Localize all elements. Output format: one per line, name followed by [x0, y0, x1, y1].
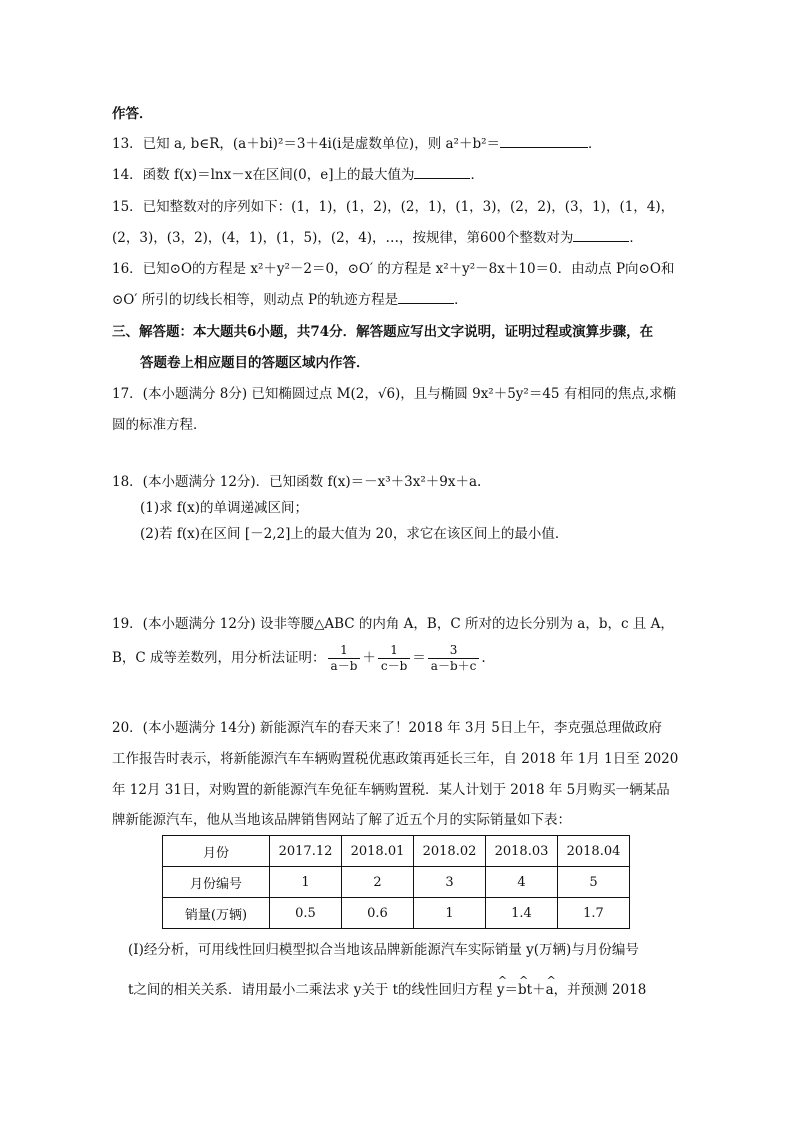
table-cell: 月份编号: [163, 867, 270, 898]
q16-text: ⊙O′ 所引的切线长相等，则动点 P的轨迹方程是: [112, 292, 399, 308]
q19-prefix: B，C 成等差数列，用分析法证明：: [112, 650, 326, 666]
plus-sign: ＋: [362, 650, 376, 666]
sales-table: [162, 835, 630, 929]
question-17-line1: 17．(本小题满分 8分) 已知椭圆过点 M(2，√6)，且与椭圆 9x²＋5y²＝45 有相同的焦点,求椭: [112, 386, 677, 402]
table-cell: 0.5: [270, 898, 342, 929]
table-cell: 0.6: [342, 898, 414, 929]
question-20-line1: 20．(本小题满分 14分) 新能源汽车的春天来了！2018 年 3月 5日上午，李克强总理做政府: [112, 720, 662, 736]
q19-end: .: [481, 650, 486, 666]
table-header-cell: 2017.12: [270, 836, 342, 867]
section-3-heading-cont: 答题卷上相应题目的答题区域内作答．: [140, 355, 370, 371]
answer-blank: [500, 134, 588, 148]
eq-equals: ＝: [504, 982, 518, 998]
question-13: [112, 134, 602, 154]
eq-t: t＋: [526, 982, 546, 998]
q13-end: ．: [588, 136, 602, 152]
question-20-part1-line1: (Ⅰ)经分析，可用线性回归模型拟合当地该品牌新能源汽车实际销量 y(万辆)与月份编号: [128, 942, 639, 958]
y-hat: ^ y: [497, 980, 505, 1000]
question-14: [112, 165, 484, 185]
q20-part1-suffix: ，并预测 2018: [553, 982, 647, 998]
table-header-cell: 2018.02: [414, 836, 486, 867]
table-header-cell: 月份: [163, 836, 270, 867]
table-cell: 销量(万辆): [163, 898, 270, 929]
q14-end: ．: [470, 167, 484, 183]
equals-sign: ＝: [412, 650, 426, 666]
question-16-line2: [112, 290, 468, 310]
fraction-1-num: 1: [328, 643, 361, 659]
table-cell: 1.4: [486, 898, 558, 929]
fraction-3: [428, 643, 480, 674]
section-3-heading: 三、解答题：本大题共6小题，共74分．解答题应写出文字说明，证明过程或演算步骤，在: [112, 324, 654, 340]
table-header-cell: 2018.04: [558, 836, 630, 867]
question-15-line2: [112, 228, 643, 248]
table-row: [163, 898, 630, 929]
fraction-2-num: 1: [378, 643, 410, 659]
answer-blank: [398, 290, 454, 304]
table-header-row: [163, 836, 630, 867]
a-hat: ^ a: [546, 980, 554, 1000]
q14-text: 14．函数 f(x)＝lnx－x在区间(0，e]上的最大值为: [112, 167, 415, 183]
answer-blank: [573, 228, 629, 242]
table-cell: 5: [558, 867, 630, 898]
q13-text: 13．已知 a, b∈R，(a＋bi)²＝3＋4i(i是虚数单位)，则 a²＋b²＝: [112, 136, 501, 152]
q20-part1-prefix: t之间的相关关系．请用最小二乘法求 y关于 t的线性回归方程: [128, 982, 493, 998]
table-cell: 1: [270, 867, 342, 898]
fraction-2-den: c－b: [380, 659, 408, 673]
q16-end: ．: [454, 292, 468, 308]
table-header-cell: 2018.01: [342, 836, 414, 867]
question-20-line2: 工作报告时表示，将新能源汽车车辆购置税优惠政策再延长三年，自 2018 年 1月 1日至 2020: [112, 751, 679, 767]
q15-text: (2，3)，(3，2)，(4，1)，(1，5)，(2，4)，…，按规律，第600个整数对为: [112, 230, 574, 246]
b-hat: ^ b: [518, 980, 527, 1000]
question-16-line1: 16．已知⊙O的方程是 x²＋y²－2＝0，⊙O′ 的方程是 x²＋y²－8x＋10＝0．由动点 P向⊙O和: [112, 261, 675, 277]
question-15-line1: 15．已知整数对的序列如下：(1，1)，(1，2)，(2，1)，(1，3)，(2，2)，(3，1)，(1，4)，: [112, 199, 675, 215]
fraction-2: [378, 643, 410, 674]
table-cell: 2: [342, 867, 414, 898]
question-17-line2: 圆的标准方程．: [112, 417, 207, 433]
fraction-1-den: a－b: [330, 659, 358, 673]
fraction-3-num: 3: [428, 643, 480, 659]
question-20-line3: 年 12月 31日，对购置的新能源汽车免征车辆购置税．某人计划于 2018 年 5月购买一辆某品: [112, 782, 670, 798]
question-19-line2: [112, 643, 486, 674]
table-cell: 4: [486, 867, 558, 898]
intro-text: 作答．: [112, 106, 153, 122]
question-19-line1: 19．(本小题满分 12分) 设非等腰△ABC 的内角 A，B，C 所对的边长分别为 a，b，c 且 A，: [112, 616, 674, 632]
question-20-part1-line2: [128, 980, 646, 1000]
question-18-part1: (1)求 f(x)的单调递减区间；: [140, 500, 309, 516]
table-header-cell: 2018.03: [486, 836, 558, 867]
table-cell: 3: [414, 867, 486, 898]
table-row: [163, 867, 630, 898]
q15-end: ．: [629, 230, 643, 246]
table-cell: 1.7: [558, 898, 630, 929]
fraction-3-den: a－b＋c: [430, 659, 477, 673]
question-18-line1: 18．(本小题满分 12分)．已知函数 f(x)＝－x³＋3x²＋9x＋a.: [112, 474, 482, 490]
fraction-1: [328, 643, 361, 674]
question-20-line4: 牌新能源汽车，他从当地该品牌销售网站了解了近五个月的实际销量如下表：: [112, 812, 571, 828]
question-18-part2: (2)若 f(x)在区间 [－2,2]上的最大值为 20，求它在该区间上的最小值．: [140, 526, 569, 542]
answer-blank: [414, 165, 470, 179]
table-cell: 1: [414, 898, 486, 929]
